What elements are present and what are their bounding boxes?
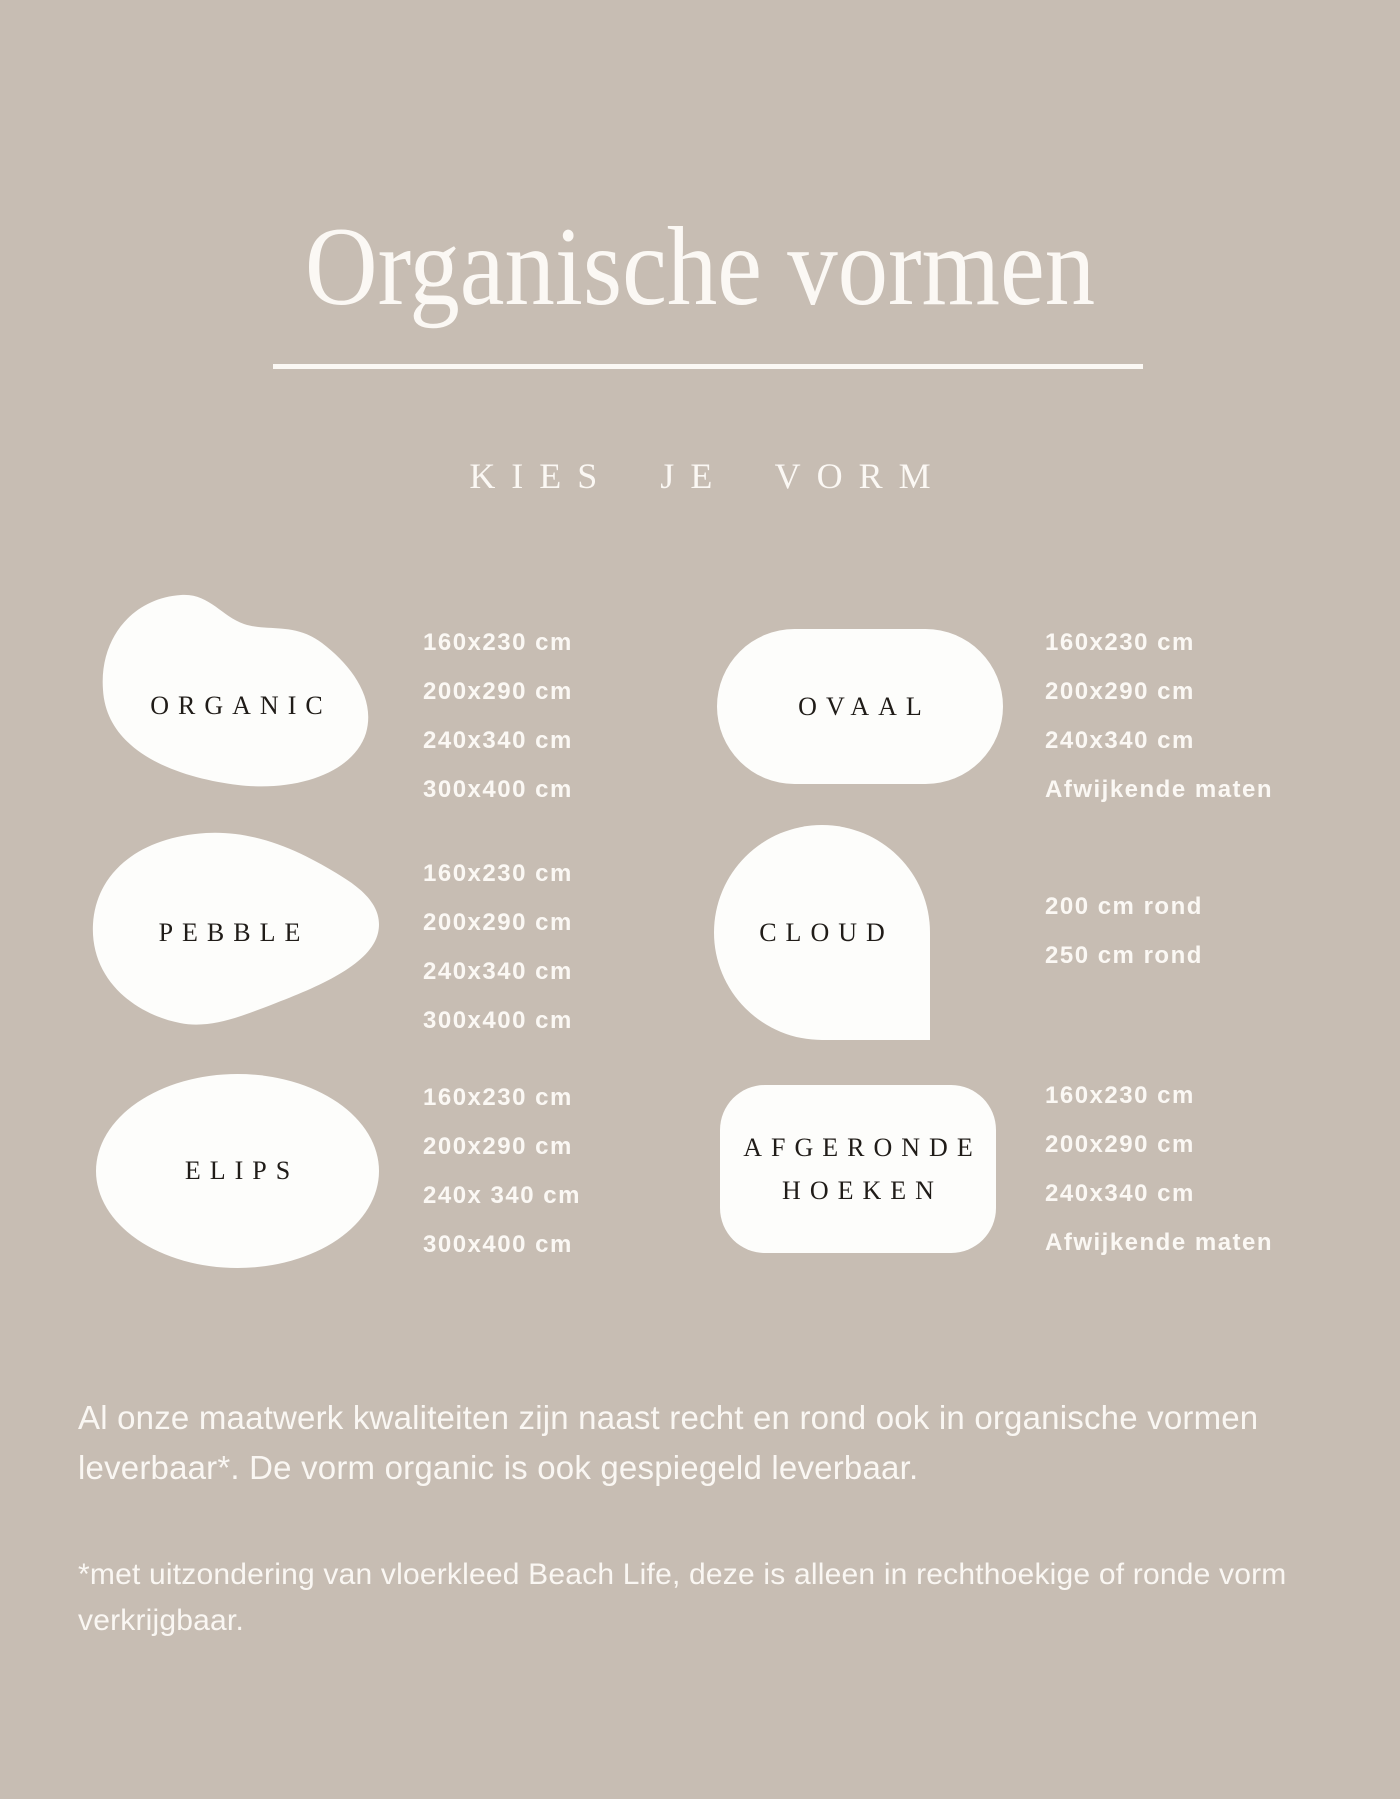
size-item: 200x290 cm: [423, 678, 573, 705]
size-item: 240x340 cm: [423, 958, 573, 985]
pebble-shape: [88, 827, 385, 1030]
title-divider-line: [273, 364, 1143, 369]
size-item: 300x400 cm: [423, 776, 573, 803]
afgeronde-hoeken-shape: [720, 1085, 996, 1253]
afgeronde-hoeken-label-line2: HOEKEN: [782, 1176, 943, 1205]
footer-paragraph-footnote: *met uitzondering van vloerkleed Beach Life, deze is alleen in rechthoekige of ronde vorm verkrijgbaar.: [78, 1558, 1287, 1637]
page-title: Organische vormen: [304, 205, 1096, 329]
size-item: 160x230 cm: [1045, 1082, 1195, 1109]
footer-paragraph-availability: Al onze maatwerk kwaliteiten zijn naast recht en rond ook in organische vormen leverbaar*. De vorm organic is ook gespiegeld leverbaar.: [78, 1399, 1259, 1486]
size-item: 160x230 cm: [423, 860, 573, 887]
size-list-elips: [423, 1073, 581, 1269]
ovaal-label: OVAAL: [798, 691, 931, 721]
size-item: 160x230 cm: [423, 629, 573, 656]
page-subtitle: KIES JE VORM: [469, 456, 947, 496]
size-item: 250 cm rond: [1045, 942, 1203, 969]
size-list-organic: [423, 618, 573, 814]
size-item: 240x340 cm: [1045, 727, 1195, 754]
organic-shape: [95, 586, 378, 790]
size-item: 200x290 cm: [423, 909, 573, 936]
cloud-shape: [714, 825, 930, 1040]
pebble-label: PEBBLE: [158, 917, 310, 947]
size-item: 300x400 cm: [423, 1231, 573, 1258]
size-item: Afwijkende maten: [1045, 1229, 1274, 1256]
afgeronde-hoeken-label-line1: AFGERONDE: [743, 1133, 982, 1162]
size-list-ovaal: [1045, 618, 1273, 814]
cloud-label: CLOUD: [759, 917, 894, 947]
size-item: 200x290 cm: [423, 1133, 573, 1160]
elips-label: ELIPS: [184, 1156, 300, 1185]
size-item: 200 cm rond: [1045, 893, 1203, 920]
size-item: 200x290 cm: [1045, 1131, 1195, 1158]
size-item: Afwijkende maten: [1045, 776, 1274, 803]
size-list-afgeronde-hoeken: [1045, 1071, 1273, 1267]
size-item: 160x230 cm: [423, 1084, 573, 1111]
organic-label: ORGANIC: [150, 691, 332, 720]
size-item: 200x290 cm: [1045, 678, 1195, 705]
size-item: 160x230 cm: [1045, 629, 1195, 656]
size-list-pebble: [423, 849, 573, 1045]
size-item: 240x 340 cm: [423, 1182, 581, 1209]
size-list-cloud: [1045, 882, 1203, 980]
size-item: 240x340 cm: [423, 727, 573, 754]
afgeronde-hoeken-label: [734, 1126, 981, 1212]
ovaal-shape: [717, 629, 1003, 784]
size-item: 300x400 cm: [423, 1007, 573, 1034]
size-item: 240x340 cm: [1045, 1180, 1195, 1207]
elips-shape: [96, 1074, 379, 1268]
